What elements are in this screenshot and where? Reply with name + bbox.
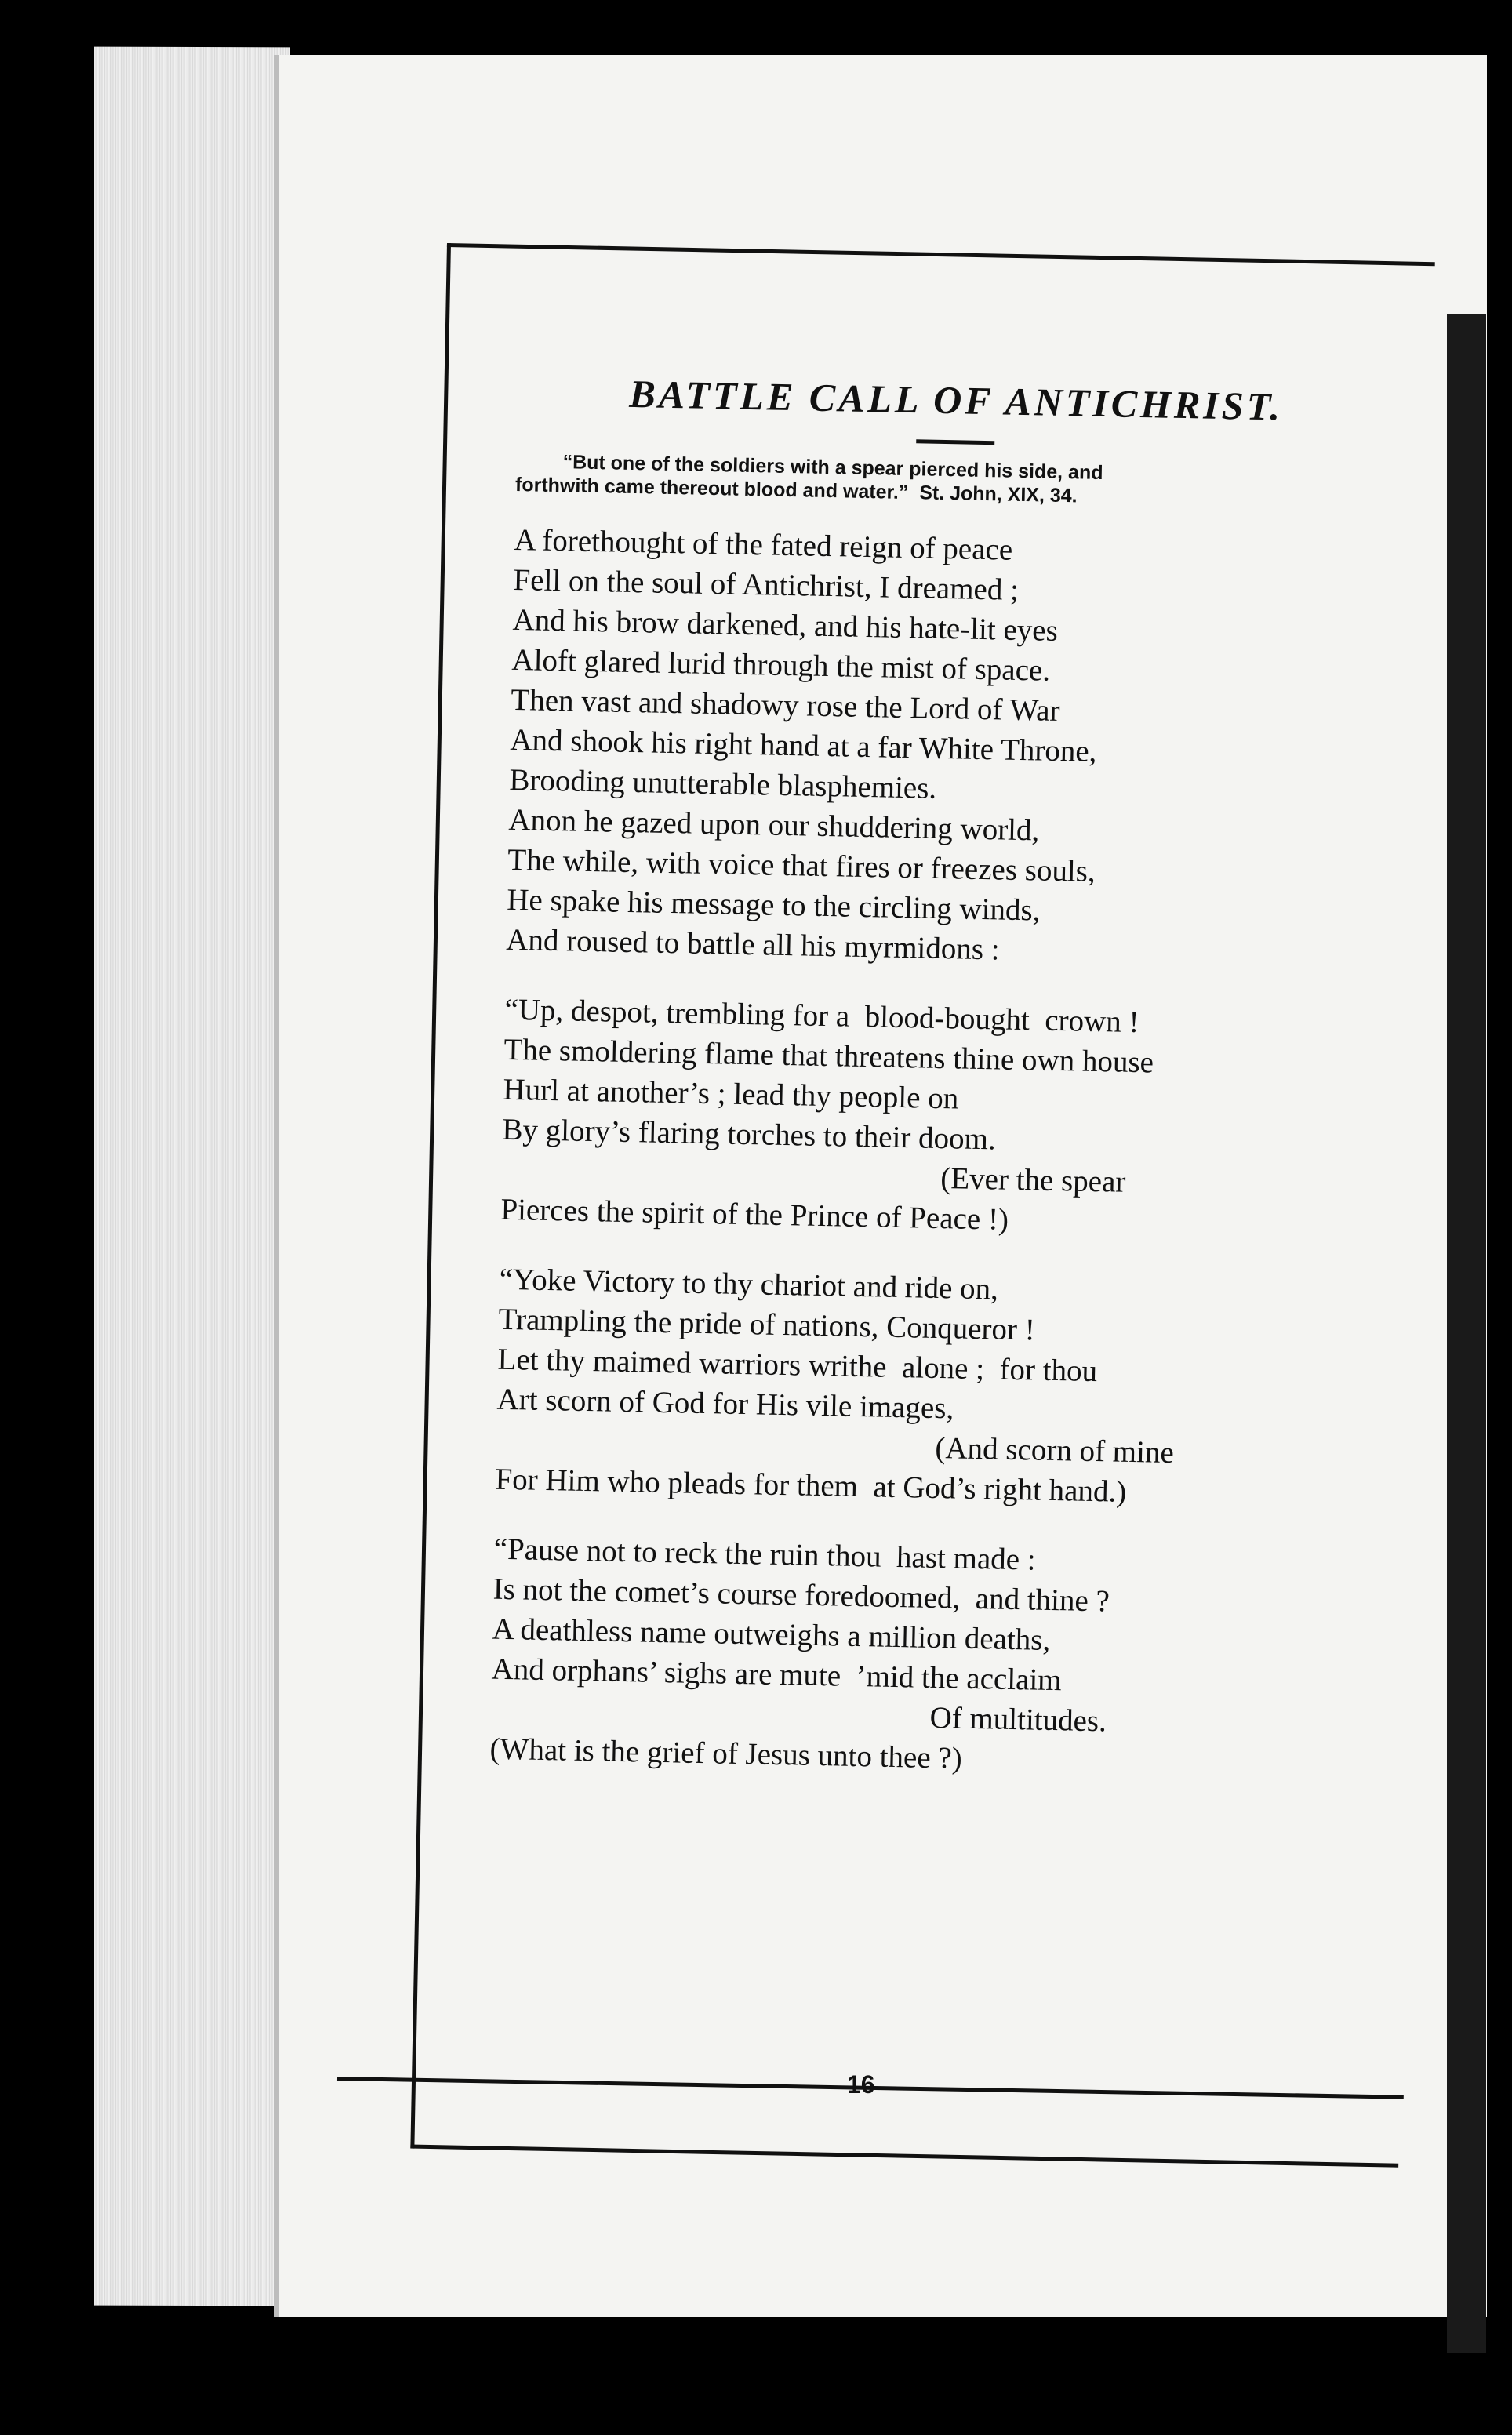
poem-line: And orphans’ sighs are mute ’mid the acclaim [491,1652,1063,1698]
title-divider [916,439,994,445]
poem-title: BATTLE CALL OF ANTICHRIST. [628,371,1284,429]
poem-line: A deathless name outweighs a million deaths, [492,1612,1051,1657]
facing-page-shadow [1447,314,1486,2353]
poem-line: And shook his right hand at a far White Throne, [510,722,1097,769]
poem-line: Hurl at another’s ; lead thy people on [503,1072,959,1116]
page-number: 16 [847,2070,875,2099]
poem-line: “Up, despot, trembling for a blood-bought crown ! [504,992,1139,1040]
poem-line: Is not the comet’s course foredoomed, and thine ? [492,1572,1110,1619]
stanza-4 [489,1529,1372,1786]
poem-line-indented: Of multitudes. [929,1700,1107,1739]
poem-line: And his brow darkened, and his hate-lit eyes [512,602,1059,648]
poem-line: The smoldering flame that threatens thine own house [503,1032,1154,1080]
stanza-3 [495,1259,1378,1517]
poem-line: Trampling the pride of nations, Conqueror ! [498,1302,1036,1347]
poem-line: “Yoke Victory to thy chariot and ride on, [499,1262,999,1307]
stanza-1 [506,520,1393,977]
poem-line: Aloft glared lurid through the mist of space. [511,642,1051,688]
poem-line: “Pause not to reck the ruin thou hast made : [493,1532,1037,1577]
poem-line: Then vast and shadowy rose the Lord of War [511,682,1060,728]
poem-line-indented: (And scorn of mine [935,1430,1175,1470]
epigraph-line: “But one of the soldiers with a spear pierced his side, and [562,451,1103,485]
epigraph-line: forthwith came thereout blood and water.” St. John, XIX, 34. [514,473,1078,507]
poem-line: He spake his message to the circling winds, [506,882,1041,928]
poem-line: A forethought of the fated reign of peace [514,522,1013,567]
poem-line: For Him who pleads for them at God’s right hand.) [495,1462,1127,1509]
poem-line: Let thy maimed warriors writhe alone ; for thou [497,1342,1098,1389]
poem-line: Art scorn of God for His vile images, [496,1382,954,1426]
poem-line: Anon he gazed upon our shuddering world, [508,802,1040,848]
poem-line-indented: (Ever the spear [940,1161,1126,1199]
poem-line: By glory’s flaring torches to their doom. [502,1112,997,1157]
poem-line: Fell on the soul of Antichrist, I dreamed ; [513,562,1020,607]
poem-line: And roused to battle all his myrmidons : [505,922,1001,967]
stanza-2 [500,990,1383,1247]
book-page-edges [94,47,290,2306]
epigraph [515,449,1394,514]
poem-line: The while, with voice that fires or freezes souls, [507,842,1096,889]
poem-line: (What is the grief of Jesus unto thee ?) [489,1732,963,1775]
poem-content [489,369,1395,1816]
poem-line: Brooding unutterable blasphemies. [509,762,937,805]
poem-line: Pierces the spirit of the Prince of Peace !) [500,1192,1009,1237]
